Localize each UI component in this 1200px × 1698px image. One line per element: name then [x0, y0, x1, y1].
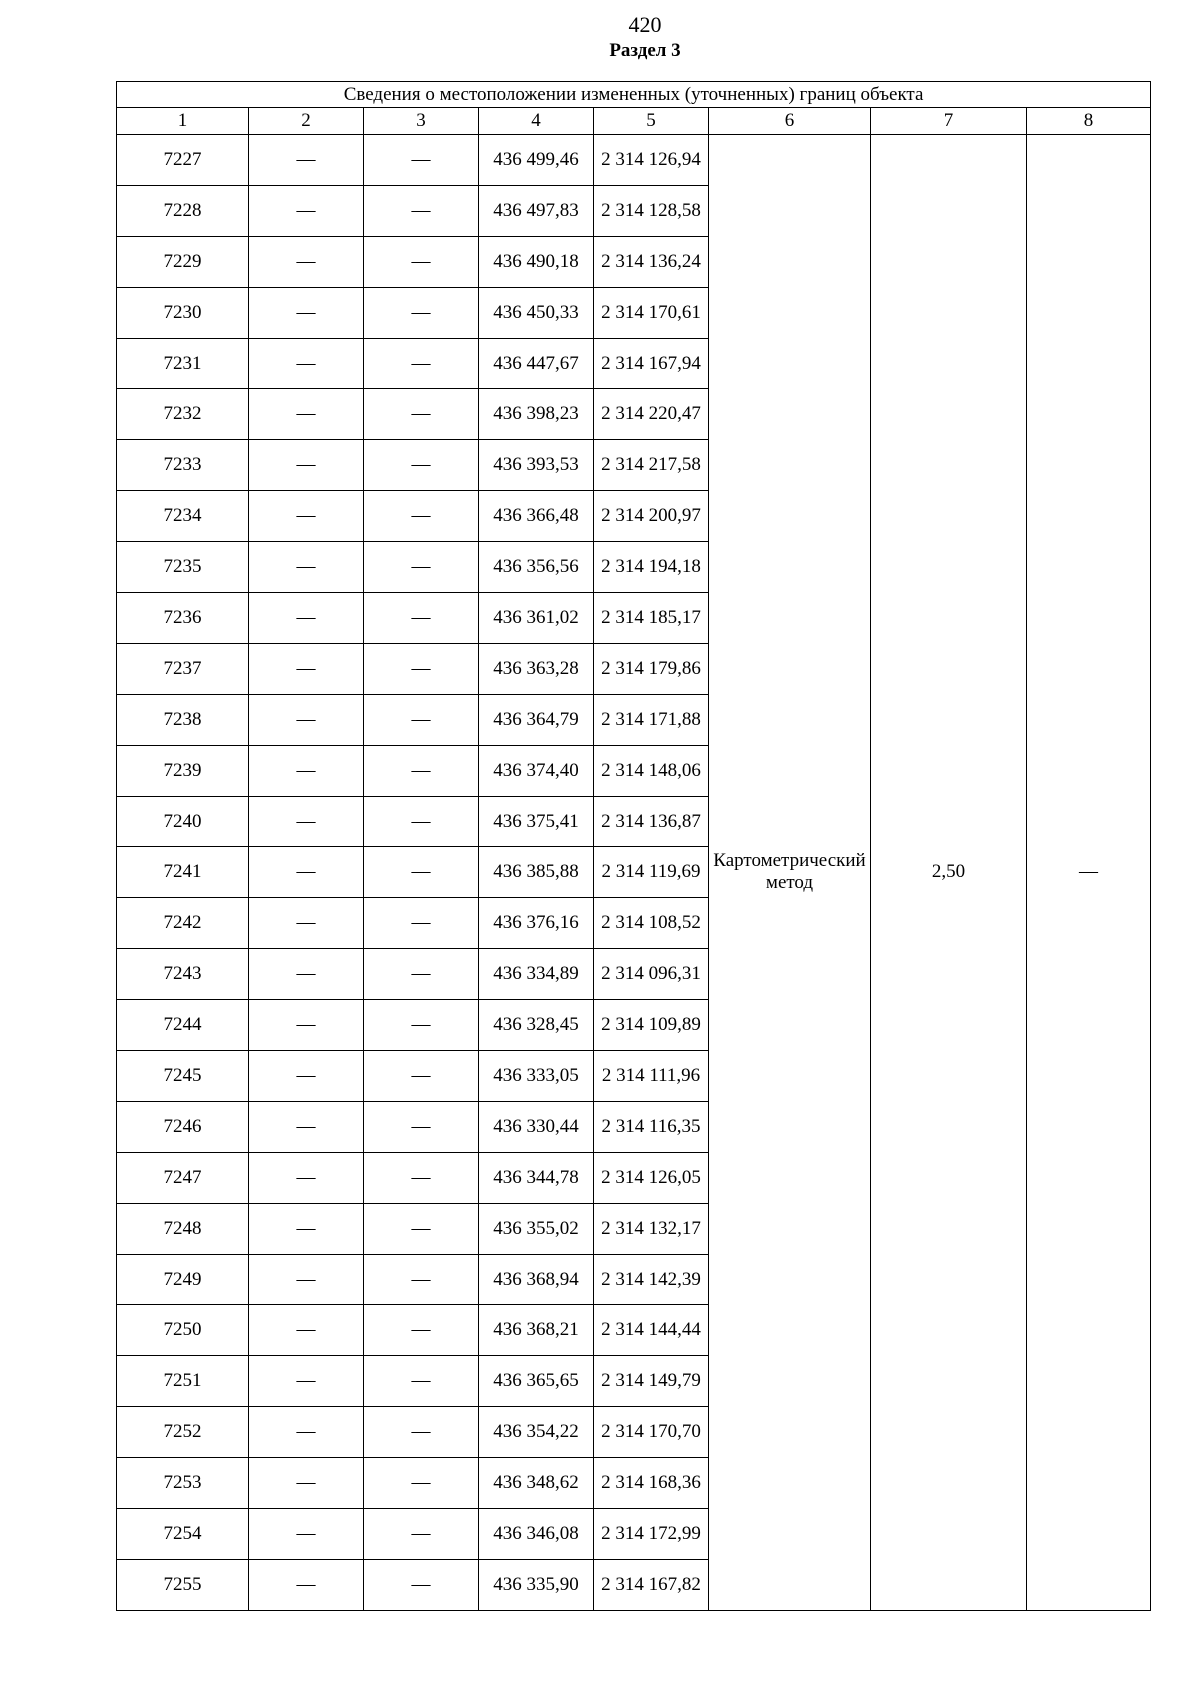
x-coordinate-cell: 436 374,40: [479, 745, 594, 796]
point-number-cell: 7252: [117, 1407, 249, 1458]
column-3-cell: —: [364, 1254, 479, 1305]
column-3-cell: —: [364, 389, 479, 440]
x-coordinate-cell: 436 363,28: [479, 643, 594, 694]
y-coordinate-cell: 2 314 136,24: [594, 236, 709, 287]
column-3-cell: —: [364, 1509, 479, 1560]
x-coordinate-cell: 436 375,41: [479, 796, 594, 847]
y-coordinate-cell: 2 314 116,35: [594, 1101, 709, 1152]
y-coordinate-cell: 2 314 168,36: [594, 1458, 709, 1509]
column-3-cell: —: [364, 236, 479, 287]
point-number-cell: 7240: [117, 796, 249, 847]
column-2-cell: —: [249, 1407, 364, 1458]
column-2-cell: —: [249, 1509, 364, 1560]
column-3-cell: —: [364, 1152, 479, 1203]
x-coordinate-cell: 436 366,48: [479, 491, 594, 542]
column-2-cell: —: [249, 1101, 364, 1152]
point-number-cell: 7253: [117, 1458, 249, 1509]
column-2-cell: —: [249, 1458, 364, 1509]
y-coordinate-cell: 2 314 096,31: [594, 949, 709, 1000]
column-number-1: 1: [117, 108, 249, 135]
column-3-cell: —: [364, 135, 479, 186]
column-2-cell: —: [249, 898, 364, 949]
column-number-row: [117, 108, 1151, 135]
y-coordinate-cell: 2 314 170,70: [594, 1407, 709, 1458]
x-coordinate-cell: 436 376,16: [479, 898, 594, 949]
point-number-cell: 7235: [117, 542, 249, 593]
y-coordinate-cell: 2 314 136,87: [594, 796, 709, 847]
y-coordinate-cell: 2 314 167,94: [594, 338, 709, 389]
x-coordinate-cell: 436 393,53: [479, 440, 594, 491]
x-coordinate-cell: 436 361,02: [479, 593, 594, 644]
y-coordinate-cell: 2 314 149,79: [594, 1356, 709, 1407]
point-number-cell: 7255: [117, 1559, 249, 1610]
x-coordinate-cell: 436 385,88: [479, 847, 594, 898]
column-3-cell: —: [364, 949, 479, 1000]
column-3-cell: —: [364, 440, 479, 491]
column-3-cell: —: [364, 847, 479, 898]
x-coordinate-cell: 436 364,79: [479, 694, 594, 745]
column-2-cell: —: [249, 1254, 364, 1305]
point-number-cell: 7248: [117, 1203, 249, 1254]
x-coordinate-cell: 436 330,44: [479, 1101, 594, 1152]
x-coordinate-cell: 436 368,21: [479, 1305, 594, 1356]
x-coordinate-cell: 436 346,08: [479, 1509, 594, 1560]
y-coordinate-cell: 2 314 108,52: [594, 898, 709, 949]
column-3-cell: —: [364, 898, 479, 949]
y-coordinate-cell: 2 314 142,39: [594, 1254, 709, 1305]
y-coordinate-cell: 2 314 119,69: [594, 847, 709, 898]
column-3-cell: —: [364, 185, 479, 236]
column-2-cell: —: [249, 389, 364, 440]
y-coordinate-cell: 2 314 111,96: [594, 1051, 709, 1102]
column-3-cell: —: [364, 1458, 479, 1509]
column-number-4: 4: [479, 108, 594, 135]
y-coordinate-cell: 2 314 220,47: [594, 389, 709, 440]
point-number-cell: 7227: [117, 135, 249, 186]
point-number-cell: 7234: [117, 491, 249, 542]
column-3-cell: —: [364, 593, 479, 644]
y-coordinate-cell: 2 314 194,18: [594, 542, 709, 593]
x-coordinate-cell: 436 335,90: [479, 1559, 594, 1610]
column-3-cell: —: [364, 694, 479, 745]
point-number-cell: 7231: [117, 338, 249, 389]
point-number-cell: 7245: [117, 1051, 249, 1102]
point-number-cell: 7254: [117, 1509, 249, 1560]
point-number-cell: 7244: [117, 1000, 249, 1051]
column-number-7: 7: [871, 108, 1027, 135]
column-2-cell: —: [249, 1000, 364, 1051]
table-caption: Сведения о местоположении измененных (уточненных) границ объекта: [117, 82, 1151, 108]
column-2-cell: —: [249, 745, 364, 796]
y-coordinate-cell: 2 314 126,05: [594, 1152, 709, 1203]
y-coordinate-cell: 2 314 200,97: [594, 491, 709, 542]
accuracy-cell: 2,50: [871, 135, 1027, 1611]
column-number-8: 8: [1027, 108, 1151, 135]
point-number-cell: 7229: [117, 236, 249, 287]
column-8-cell: —: [1027, 135, 1151, 1611]
column-3-cell: —: [364, 287, 479, 338]
x-coordinate-cell: 436 344,78: [479, 1152, 594, 1203]
point-number-cell: 7239: [117, 745, 249, 796]
point-number-cell: 7230: [117, 287, 249, 338]
x-coordinate-cell: 436 497,83: [479, 185, 594, 236]
column-3-cell: —: [364, 1000, 479, 1051]
column-3-cell: —: [364, 542, 479, 593]
y-coordinate-cell: 2 314 109,89: [594, 1000, 709, 1051]
x-coordinate-cell: 436 368,94: [479, 1254, 594, 1305]
column-2-cell: —: [249, 542, 364, 593]
x-coordinate-cell: 436 499,46: [479, 135, 594, 186]
column-2-cell: —: [249, 135, 364, 186]
y-coordinate-cell: 2 314 179,86: [594, 643, 709, 694]
y-coordinate-cell: 2 314 132,17: [594, 1203, 709, 1254]
y-coordinate-cell: 2 314 170,61: [594, 287, 709, 338]
point-number-cell: 7241: [117, 847, 249, 898]
x-coordinate-cell: 436 398,23: [479, 389, 594, 440]
column-2-cell: —: [249, 287, 364, 338]
column-3-cell: —: [364, 796, 479, 847]
column-3-cell: —: [364, 1559, 479, 1610]
point-number-cell: 7243: [117, 949, 249, 1000]
point-number-cell: 7236: [117, 593, 249, 644]
column-3-cell: —: [364, 1356, 479, 1407]
x-coordinate-cell: 436 365,65: [479, 1356, 594, 1407]
column-2-cell: —: [249, 491, 364, 542]
x-coordinate-cell: 436 354,22: [479, 1407, 594, 1458]
x-coordinate-cell: 436 348,62: [479, 1458, 594, 1509]
column-3-cell: —: [364, 338, 479, 389]
x-coordinate-cell: 436 450,33: [479, 287, 594, 338]
point-number-cell: 7250: [117, 1305, 249, 1356]
column-2-cell: —: [249, 440, 364, 491]
column-3-cell: —: [364, 491, 479, 542]
column-2-cell: —: [249, 847, 364, 898]
y-coordinate-cell: 2 314 167,82: [594, 1559, 709, 1610]
point-number-cell: 7249: [117, 1254, 249, 1305]
x-coordinate-cell: 436 356,56: [479, 542, 594, 593]
point-number-cell: 7238: [117, 694, 249, 745]
column-2-cell: —: [249, 1305, 364, 1356]
column-3-cell: —: [364, 745, 479, 796]
column-2-cell: —: [249, 1559, 364, 1610]
column-2-cell: —: [249, 949, 364, 1000]
x-coordinate-cell: 436 355,02: [479, 1203, 594, 1254]
column-3-cell: —: [364, 643, 479, 694]
point-number-cell: 7247: [117, 1152, 249, 1203]
column-2-cell: —: [249, 1051, 364, 1102]
column-3-cell: —: [364, 1407, 479, 1458]
column-3-cell: —: [364, 1051, 479, 1102]
point-number-cell: 7246: [117, 1101, 249, 1152]
point-number-cell: 7251: [117, 1356, 249, 1407]
point-number-cell: 7233: [117, 440, 249, 491]
x-coordinate-cell: 436 447,67: [479, 338, 594, 389]
column-number-6: 6: [709, 108, 871, 135]
y-coordinate-cell: 2 314 144,44: [594, 1305, 709, 1356]
column-2-cell: —: [249, 694, 364, 745]
y-coordinate-cell: 2 314 185,17: [594, 593, 709, 644]
point-number-cell: 7242: [117, 898, 249, 949]
point-number-cell: 7232: [117, 389, 249, 440]
column-2-cell: —: [249, 236, 364, 287]
column-2-cell: —: [249, 338, 364, 389]
column-2-cell: —: [249, 643, 364, 694]
x-coordinate-cell: 436 333,05: [479, 1051, 594, 1102]
column-3-cell: —: [364, 1305, 479, 1356]
x-coordinate-cell: 436 334,89: [479, 949, 594, 1000]
table-row: [117, 135, 1151, 186]
y-coordinate-cell: 2 314 171,88: [594, 694, 709, 745]
column-2-cell: —: [249, 1203, 364, 1254]
column-2-cell: —: [249, 796, 364, 847]
point-number-cell: 7228: [117, 185, 249, 236]
y-coordinate-cell: 2 314 217,58: [594, 440, 709, 491]
y-coordinate-cell: 2 314 126,94: [594, 135, 709, 186]
method-cell: Картометрический метод: [709, 135, 871, 1611]
column-number-3: 3: [364, 108, 479, 135]
column-number-2: 2: [249, 108, 364, 135]
column-3-cell: —: [364, 1101, 479, 1152]
page-number: 420: [628, 12, 662, 37]
section-title: Раздел 3: [609, 40, 681, 61]
column-2-cell: —: [249, 185, 364, 236]
column-3-cell: —: [364, 1203, 479, 1254]
x-coordinate-cell: 436 328,45: [479, 1000, 594, 1051]
table-body: [117, 135, 1151, 1611]
y-coordinate-cell: 2 314 148,06: [594, 745, 709, 796]
y-coordinate-cell: 2 314 172,99: [594, 1509, 709, 1560]
point-number-cell: 7237: [117, 643, 249, 694]
column-2-cell: —: [249, 593, 364, 644]
x-coordinate-cell: 436 490,18: [479, 236, 594, 287]
column-number-5: 5: [594, 108, 709, 135]
boundary-coordinates-table: [116, 81, 1151, 1611]
y-coordinate-cell: 2 314 128,58: [594, 185, 709, 236]
column-2-cell: —: [249, 1356, 364, 1407]
column-2-cell: —: [249, 1152, 364, 1203]
